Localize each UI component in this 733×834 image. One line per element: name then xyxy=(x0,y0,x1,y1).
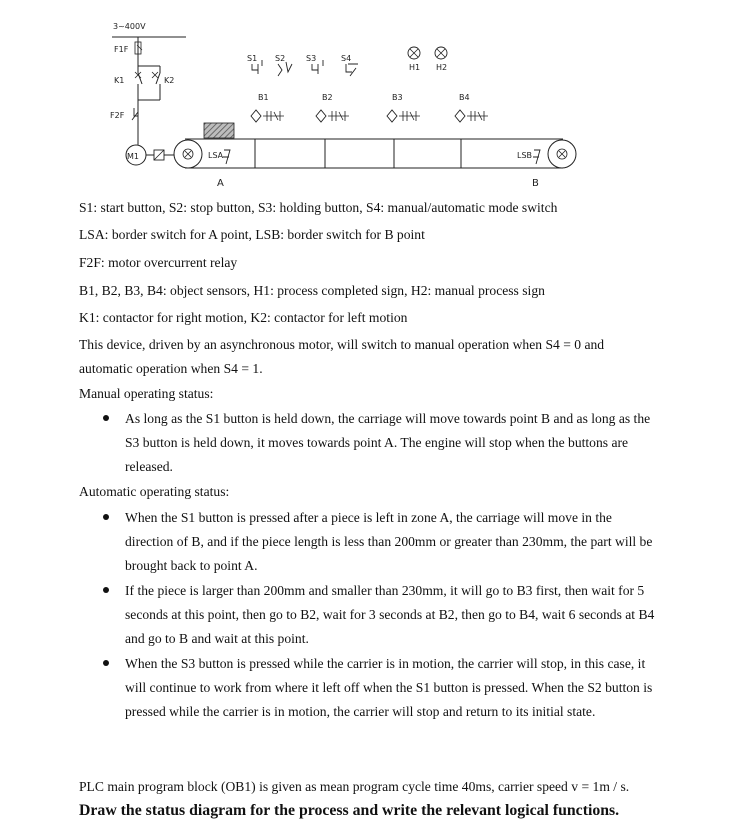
b4-sensor-icon xyxy=(455,110,488,122)
f1f-label: F1F xyxy=(114,45,129,54)
bullet-dot xyxy=(103,660,109,666)
lsa-label: LSA xyxy=(208,151,224,160)
k1-label: K1 xyxy=(114,76,125,85)
task-statement: Draw the status diagram for the process and write the relevant logical functions. xyxy=(79,802,620,819)
workpiece-block xyxy=(204,123,234,138)
auto-bullet-1: When the S1 button is pressed after a piece is left in zone A, the carriage will move in the direction of B, and if the piece length is less than 200mm or greater than 230mm, the part will be brought back to point A. xyxy=(125,510,653,574)
h1-label: H1 xyxy=(409,63,421,72)
k1-contact-symbol xyxy=(135,72,142,84)
k2-label: K2 xyxy=(164,76,175,85)
conveyor-belt xyxy=(185,139,563,168)
s4-switch-icon xyxy=(346,64,358,76)
k2-contact-symbol xyxy=(152,72,160,84)
b3-label: B3 xyxy=(392,93,403,102)
motor-label: M1 xyxy=(127,152,139,161)
supply-label: 3~400V xyxy=(113,22,146,31)
conveyor-circuit-diagram xyxy=(0,0,733,196)
point-a-label: A xyxy=(217,178,224,189)
b1-label: B1 xyxy=(258,93,269,102)
legend-line-sensors: B1, B2, B3, B4: object sensors, H1: process completed sign, H2: manual process sign xyxy=(79,283,545,298)
lsb-switch-icon xyxy=(533,150,540,164)
manual-heading: Manual operating status: xyxy=(79,386,214,401)
s3-label: S3 xyxy=(306,54,317,63)
legend-line-buttons: S1: start button, S2: stop button, S3: holding button, S4: manual/automatic mode switch xyxy=(79,200,558,215)
h2-lamp-icon xyxy=(435,47,447,59)
left-pulley xyxy=(174,140,202,168)
manual-bullet-1: As long as the S1 button is held down, the carriage will move towards point B and as long as the S3 button is held down, it moves towards point A. The engine will stop when the buttons are released. xyxy=(125,411,651,475)
f2f-label: F2F xyxy=(110,111,125,120)
legend-line-contactors: K1: contactor for right motion, K2: contactor for left motion xyxy=(79,310,408,325)
b4-label: B4 xyxy=(459,93,470,102)
b2-sensor-icon xyxy=(316,110,349,122)
b2-label: B2 xyxy=(322,93,333,102)
h1-lamp-icon xyxy=(408,47,420,59)
point-b-label: B xyxy=(532,178,539,189)
b1-sensor-icon xyxy=(251,110,284,122)
bullet-dot xyxy=(103,587,109,593)
s2-label: S2 xyxy=(275,54,286,63)
b3-sensor-icon xyxy=(387,110,420,122)
intro-paragraph: This device, driven by an asynchronous motor, will switch to manual operation when S4 = 0 and automatic operation when S4 = 1. xyxy=(79,337,605,376)
legend-line-limit-switches: LSA: border switch for A point, LSB: border switch for B point xyxy=(79,227,425,242)
auto-bullet-2: If the piece is larger than 200mm and smaller than 230mm, it will go to B3 first, then wait for 5 seconds at this point, then go to B2, wait for 3 seconds at B2, then go to B4, wait 6 seconds at B4 and go to B and wait at this point. xyxy=(125,583,655,647)
right-pulley xyxy=(548,140,576,168)
bullet-dot xyxy=(103,415,109,421)
s2-button-icon xyxy=(278,62,292,76)
auto-heading: Automatic operating status: xyxy=(79,484,230,499)
lsa-switch-icon xyxy=(223,150,230,164)
s1-label: S1 xyxy=(247,54,258,63)
plc-note: PLC main program block (OB1) is given as mean program cycle time 40ms, carrier speed v = 1m / s. xyxy=(79,779,630,794)
h2-label: H2 xyxy=(436,63,448,72)
s4-label: S4 xyxy=(341,54,352,63)
f2f-relay-symbol xyxy=(132,108,138,120)
bullet-dot xyxy=(103,514,109,520)
lsb-label: LSB xyxy=(517,151,533,160)
legend-line-relay: F2F: motor overcurrent relay xyxy=(79,255,238,270)
auto-bullet-3: When the S3 button is pressed while the carrier is in motion, the carrier will stop, in this case, it will continue to work from where it left off when the S1 button is pressed. When the S2 button is pressed while the carrier is in motion, the carrier will stop and return to its initial state. xyxy=(125,656,653,720)
